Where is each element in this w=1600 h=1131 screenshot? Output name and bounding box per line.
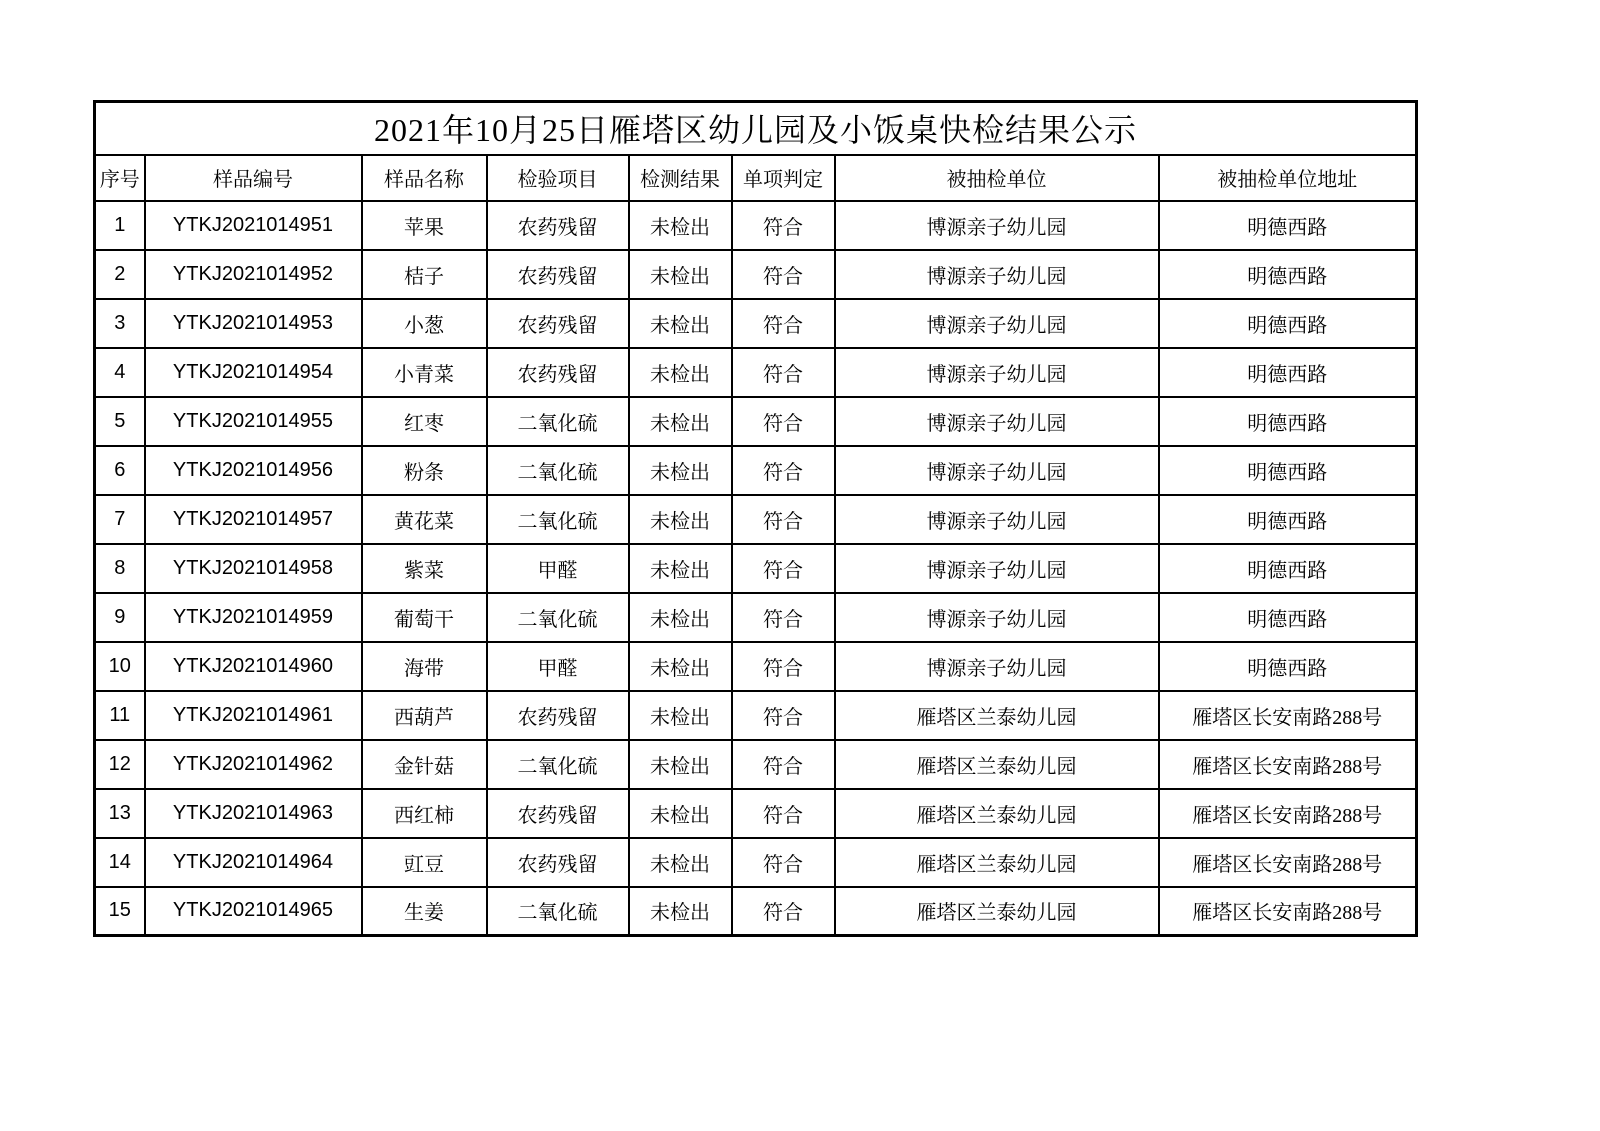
sample-name-cell: 金针菇	[362, 740, 487, 789]
test-item-cell: 二氧化硫	[487, 593, 629, 642]
table-row	[95, 642, 1417, 691]
test-item-cell: 农药残留	[487, 201, 629, 250]
sampled-unit-address-cell: 雁塔区长安南路288号	[1159, 789, 1417, 838]
sample-name-cell: 紫菜	[362, 544, 487, 593]
judgment-cell: 符合	[732, 642, 835, 691]
sample-id-cell: YTKJ2021014957	[145, 495, 362, 544]
sampled-unit-address-cell: 明德西路	[1159, 348, 1417, 397]
table-row	[95, 691, 1417, 740]
judgment-cell: 符合	[732, 299, 835, 348]
sampled-unit-address-cell: 明德西路	[1159, 642, 1417, 691]
judgment-cell: 符合	[732, 348, 835, 397]
sample-id-cell: YTKJ2021014955	[145, 397, 362, 446]
row-index-cell: 10	[95, 642, 145, 691]
test-item-cell: 二氧化硫	[487, 887, 629, 936]
table-row	[95, 887, 1417, 936]
sample-id-cell: YTKJ2021014956	[145, 446, 362, 495]
sample-id-cell: YTKJ2021014962	[145, 740, 362, 789]
judgment-cell: 符合	[732, 446, 835, 495]
table-row	[95, 250, 1417, 299]
sampled-unit-cell: 博源亲子幼儿园	[835, 446, 1159, 495]
sampled-unit-address-cell: 雁塔区长安南路288号	[1159, 887, 1417, 936]
sample-name-cell: 海带	[362, 642, 487, 691]
results-table	[93, 100, 1418, 937]
judgment-cell: 符合	[732, 789, 835, 838]
table-row	[95, 495, 1417, 544]
row-index-cell: 5	[95, 397, 145, 446]
test-result-cell: 未检出	[629, 691, 732, 740]
sample-id-cell: YTKJ2021014954	[145, 348, 362, 397]
table-row	[95, 299, 1417, 348]
row-index-cell: 7	[95, 495, 145, 544]
sampled-unit-address-cell: 明德西路	[1159, 299, 1417, 348]
test-item-cell: 农药残留	[487, 250, 629, 299]
sampled-unit-cell: 博源亲子幼儿园	[835, 201, 1159, 250]
table-row	[95, 397, 1417, 446]
sampled-unit-address-cell: 明德西路	[1159, 593, 1417, 642]
sampled-unit-cell: 雁塔区兰泰幼儿园	[835, 789, 1159, 838]
judgment-cell: 符合	[732, 838, 835, 887]
row-index-cell: 14	[95, 838, 145, 887]
sample-name-cell: 豇豆	[362, 838, 487, 887]
judgment-cell: 符合	[732, 397, 835, 446]
test-result-cell: 未检出	[629, 642, 732, 691]
table-head	[95, 102, 1417, 201]
sampled-unit-address-cell: 明德西路	[1159, 201, 1417, 250]
test-item-cell: 农药残留	[487, 789, 629, 838]
sampled-unit-cell: 雁塔区兰泰幼儿园	[835, 887, 1159, 936]
table-row	[95, 740, 1417, 789]
column-header: 检验项目	[487, 155, 629, 201]
column-header: 被抽检单位地址	[1159, 155, 1417, 201]
sampled-unit-cell: 博源亲子幼儿园	[835, 593, 1159, 642]
sample-name-cell: 葡萄干	[362, 593, 487, 642]
test-result-cell: 未检出	[629, 544, 732, 593]
judgment-cell: 符合	[732, 740, 835, 789]
sampled-unit-address-cell: 雁塔区长安南路288号	[1159, 691, 1417, 740]
document-title: 2021年10月25日雁塔区幼儿园及小饭桌快检结果公示	[95, 102, 1417, 155]
sample-name-cell: 小葱	[362, 299, 487, 348]
test-item-cell: 二氧化硫	[487, 397, 629, 446]
row-index-cell: 9	[95, 593, 145, 642]
test-result-cell: 未检出	[629, 250, 732, 299]
sample-name-cell: 黄花菜	[362, 495, 487, 544]
sample-id-cell: YTKJ2021014961	[145, 691, 362, 740]
sample-id-cell: YTKJ2021014953	[145, 299, 362, 348]
row-index-cell: 13	[95, 789, 145, 838]
sample-name-cell: 粉条	[362, 446, 487, 495]
sampled-unit-cell: 博源亲子幼儿园	[835, 397, 1159, 446]
table-row	[95, 348, 1417, 397]
row-index-cell: 8	[95, 544, 145, 593]
test-result-cell: 未检出	[629, 201, 732, 250]
test-item-cell: 甲醛	[487, 642, 629, 691]
sampled-unit-address-cell: 明德西路	[1159, 544, 1417, 593]
header-row	[95, 155, 1417, 201]
table-row	[95, 593, 1417, 642]
test-item-cell: 农药残留	[487, 838, 629, 887]
test-result-cell: 未检出	[629, 838, 732, 887]
test-result-cell: 未检出	[629, 593, 732, 642]
sampled-unit-address-cell: 明德西路	[1159, 397, 1417, 446]
row-index-cell: 2	[95, 250, 145, 299]
sampled-unit-address-cell: 雁塔区长安南路288号	[1159, 740, 1417, 789]
judgment-cell: 符合	[732, 593, 835, 642]
table-body	[95, 201, 1417, 936]
column-header: 被抽检单位	[835, 155, 1159, 201]
document-sheet	[93, 100, 1415, 937]
table-row	[95, 789, 1417, 838]
sample-name-cell: 小青菜	[362, 348, 487, 397]
sample-name-cell: 苹果	[362, 201, 487, 250]
sampled-unit-cell: 雁塔区兰泰幼儿园	[835, 838, 1159, 887]
row-index-cell: 12	[95, 740, 145, 789]
row-index-cell: 3	[95, 299, 145, 348]
sample-id-cell: YTKJ2021014958	[145, 544, 362, 593]
table-row	[95, 446, 1417, 495]
sampled-unit-address-cell: 明德西路	[1159, 250, 1417, 299]
sample-name-cell: 西葫芦	[362, 691, 487, 740]
judgment-cell: 符合	[732, 495, 835, 544]
test-result-cell: 未检出	[629, 299, 732, 348]
test-result-cell: 未检出	[629, 740, 732, 789]
judgment-cell: 符合	[732, 250, 835, 299]
table-row	[95, 838, 1417, 887]
table-row	[95, 544, 1417, 593]
row-index-cell: 1	[95, 201, 145, 250]
test-item-cell: 农药残留	[487, 299, 629, 348]
column-header: 序号	[95, 155, 145, 201]
sampled-unit-cell: 博源亲子幼儿园	[835, 642, 1159, 691]
title-row	[95, 102, 1417, 155]
sample-id-cell: YTKJ2021014952	[145, 250, 362, 299]
test-item-cell: 农药残留	[487, 691, 629, 740]
row-index-cell: 4	[95, 348, 145, 397]
sample-name-cell: 红枣	[362, 397, 487, 446]
test-item-cell: 二氧化硫	[487, 446, 629, 495]
test-result-cell: 未检出	[629, 397, 732, 446]
judgment-cell: 符合	[732, 544, 835, 593]
sampled-unit-cell: 雁塔区兰泰幼儿园	[835, 691, 1159, 740]
row-index-cell: 15	[95, 887, 145, 936]
test-result-cell: 未检出	[629, 495, 732, 544]
table-row	[95, 201, 1417, 250]
judgment-cell: 符合	[732, 201, 835, 250]
sample-id-cell: YTKJ2021014964	[145, 838, 362, 887]
sample-id-cell: YTKJ2021014963	[145, 789, 362, 838]
sample-id-cell: YTKJ2021014959	[145, 593, 362, 642]
sample-id-cell: YTKJ2021014960	[145, 642, 362, 691]
sampled-unit-cell: 博源亲子幼儿园	[835, 299, 1159, 348]
column-header: 检测结果	[629, 155, 732, 201]
row-index-cell: 6	[95, 446, 145, 495]
sampled-unit-address-cell: 明德西路	[1159, 446, 1417, 495]
sample-name-cell: 西红柿	[362, 789, 487, 838]
test-item-cell: 甲醛	[487, 544, 629, 593]
column-header: 样品名称	[362, 155, 487, 201]
test-result-cell: 未检出	[629, 348, 732, 397]
sampled-unit-cell: 博源亲子幼儿园	[835, 495, 1159, 544]
sampled-unit-address-cell: 明德西路	[1159, 495, 1417, 544]
row-index-cell: 11	[95, 691, 145, 740]
sampled-unit-address-cell: 雁塔区长安南路288号	[1159, 838, 1417, 887]
sample-id-cell: YTKJ2021014965	[145, 887, 362, 936]
sample-id-cell: YTKJ2021014951	[145, 201, 362, 250]
test-item-cell: 二氧化硫	[487, 740, 629, 789]
column-header: 样品编号	[145, 155, 362, 201]
sampled-unit-cell: 博源亲子幼儿园	[835, 544, 1159, 593]
sampled-unit-cell: 博源亲子幼儿园	[835, 250, 1159, 299]
judgment-cell: 符合	[732, 887, 835, 936]
sample-name-cell: 桔子	[362, 250, 487, 299]
test-item-cell: 农药残留	[487, 348, 629, 397]
judgment-cell: 符合	[732, 691, 835, 740]
test-result-cell: 未检出	[629, 446, 732, 495]
test-result-cell: 未检出	[629, 789, 732, 838]
column-header: 单项判定	[732, 155, 835, 201]
test-item-cell: 二氧化硫	[487, 495, 629, 544]
test-result-cell: 未检出	[629, 887, 732, 936]
sampled-unit-cell: 雁塔区兰泰幼儿园	[835, 740, 1159, 789]
sampled-unit-cell: 博源亲子幼儿园	[835, 348, 1159, 397]
sample-name-cell: 生姜	[362, 887, 487, 936]
